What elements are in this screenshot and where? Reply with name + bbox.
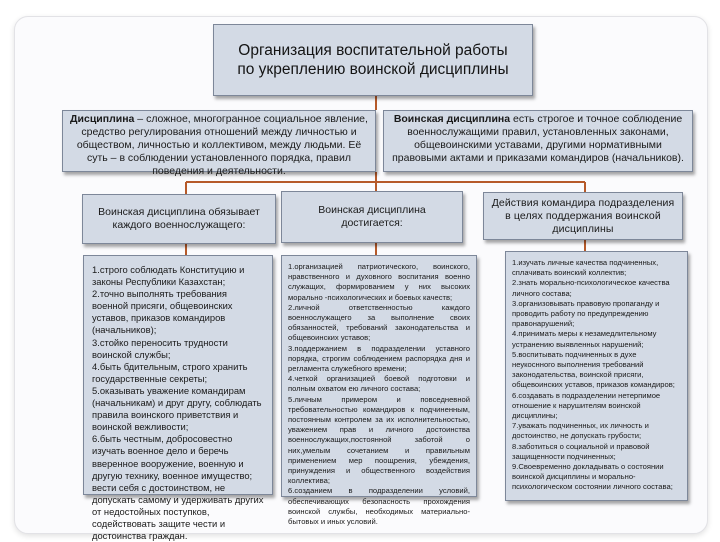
column-header-commander-actions — [483, 192, 683, 240]
list-item: 1.изучать личные качества подчиненных, сплачивать воинский коллектив; — [512, 258, 659, 278]
list-item: 4.принимать меры к незамедлительному устранению выявленных нарушений; — [512, 329, 657, 349]
list-item: вести себя с достоинством, не допускать самому и удерживать других от недостойных поступков, содействовать защите чести и достоинства граждан. — [92, 481, 264, 542]
list-item: 2.знать морально-психологическое качества личного состава; — [512, 278, 670, 298]
list-item: 1.строго соблюдать Конституцию и законы Республики Казахстан; — [92, 264, 245, 288]
list-item: 6.созданием в подразделении условий, обеспечивающих безопасность прохождения воинской службы, необходимых материально-бытовых и иных условий. — [288, 486, 470, 527]
list-commander-actions — [505, 251, 688, 501]
title-line-2: по укреплению воинской дисциплины — [237, 61, 509, 78]
definition-discipline-text: – сложное, многогранное социальное явление, средство регулирования отношений между личностью и обществом, личностью и коллективом, между людьми. Её суть – в соблюдении установленного порядка, правил поведения и деятельности. — [76, 113, 368, 177]
list-item: 2.личной ответственностью каждого военнослужащего за выполнение своих обязанностей, требований законодательства и общевоинских уставов; — [288, 302, 470, 343]
list-item: 3.стойко переносить трудности воинской службы; — [92, 336, 228, 360]
list-obligations — [83, 255, 273, 542]
column-header-obligations-text: Воинская дисциплина обязывает каждого военнослужащего: — [98, 206, 260, 231]
list-item: 4.четкой организацией боевой подготовки и полным охватом ею личного состава; — [288, 374, 470, 394]
list-item: 6.быть честным, добросовестно изучать военное дело и беречь вверенное вооружение, военную и другую технику, военное имущество; — [92, 433, 253, 481]
column-header-commander-actions-text: Действия командира подразделения в целях поддержания воинской дисциплины — [491, 196, 675, 235]
definition-discipline-term: Дисциплина — [70, 113, 135, 125]
column-header-achieved — [281, 191, 463, 243]
definition-military-discipline-text: есть строгое и точное соблюдение военнослужащими правил, установленных законами, общевоинскими уставами, другими нормативными правовыми актами и приказами командиров (начальников). — [392, 113, 684, 164]
definition-military-discipline-term: Воинская дисциплина — [393, 113, 511, 125]
list-item: 3.поддержанием в подразделении уставного порядка, строгим соблюдением распорядка дня и регламента служебного времени; — [288, 343, 470, 374]
definition-discipline — [62, 110, 376, 177]
definition-military-discipline — [383, 110, 693, 172]
list-achieved — [281, 255, 477, 527]
list-item: 1.организацией патриотического, воинского, нравственного и духовного воспитания военно служащих, формированием у них высоких морально -психологических и боевых качеств; — [288, 262, 470, 302]
list-item: 5.воспитывать подчиненных в духе неукоснного выполнения требований законодательства, воинской присяги, общевоинских уставов, приказов командиров; — [512, 349, 675, 390]
list-item: 5.личным примером и повседневной требовательностью командиров к подчиненным, постоянным контролем за их исполнительностью, уважением прав и личного достоинства военнослужащих,постоянной заботой о них,умелым сочетанием и правильным применением мер поощрения, убеждения, принуждения и общественного воздействия коллектива; — [288, 394, 470, 486]
list-item: 7.уважать подчиненных, их личность и достоинство, не допускать грубости; — [512, 421, 649, 441]
list-item: 2.точно выполнять требования военной присяги, общевоинских уставов, приказов командиров (начальников); — [92, 288, 233, 336]
list-item: 6.создавать в подразделении нетерпимое отношение к нарушителям воинской дисциплины; — [512, 390, 661, 421]
list-item: 4.быть бдительным, строго хранить государственные секреты; — [92, 360, 248, 384]
list-item: 8.заботиться о социальной и правовой защищенности подчиненных; — [512, 441, 650, 461]
list-item: 5.оказывать уважение командирам (начальникам) и друг другу, соблюдать правила воинского приветствия и воинской вежливости; — [92, 384, 262, 433]
list-item: 9.Своевременно докладывать о состоянии воинской дисциплины и морально-психологическом состоянии личного состава; — [512, 462, 673, 492]
slide-title — [213, 24, 533, 96]
list-item: 3.организовывать правовую пропаганду и проводить работу по предупреждению правонарушений; — [512, 298, 660, 329]
column-header-obligations — [82, 194, 276, 244]
title-line-1: Организация воспитательной работы — [238, 42, 508, 59]
column-header-achieved-text: Воинская дисциплина достигается: — [318, 204, 426, 229]
